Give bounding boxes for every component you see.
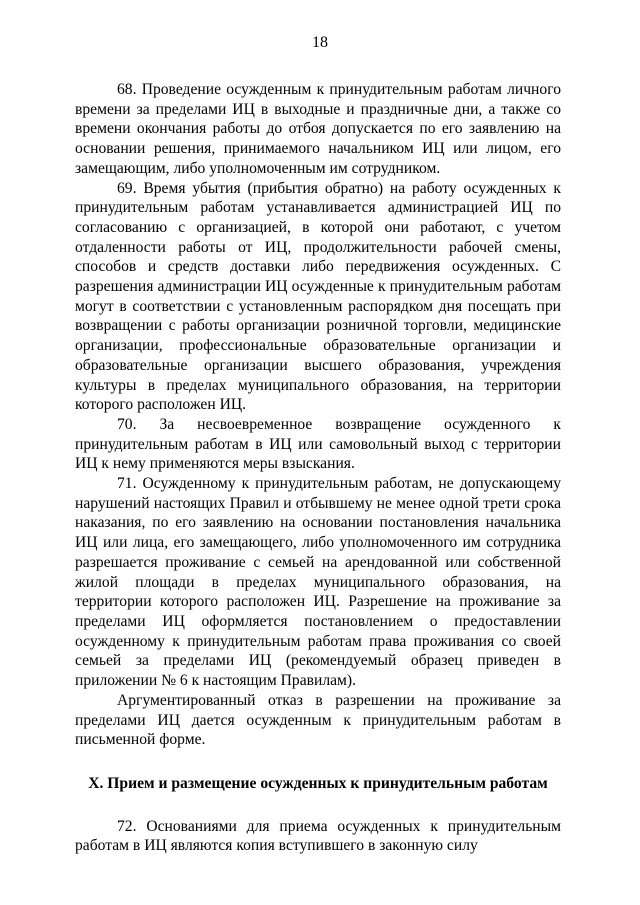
paragraph-69: 69. Время убытия (прибытия обратно) на работу осужденных к принудительным работам устанавливается администрацией ИЦ по согласованию с организацией, в которой они работают, с учетом отдаленности работы от ИЦ, продолжительности рабочей смены, способов и средств доставки либо передвижения осужденных. С разрешения администрации ИЦ осужденные к принудительным работам могут в соответствии с установленным распорядком дня посещать при возвращении с работы организации розничной торговли, медицинские организации, профессиональные образовательные организации и образовательные организации высшего образования, учреждения культуры в пределах муниципального образования, на территории которого расположен ИЦ.	[75, 179, 561, 414]
paragraph-68: 68. Проведение осужденным к принудительным работам личного времени за пределами ИЦ в выходные и праздничные дни, а также со времени окончания работы до отбоя допускается по его заявлению на основании решения, принимаемого начальником ИЦ или лицом, его замещающим, либо уполномоченным им сотрудником.	[75, 81, 561, 177]
page-number: 18	[312, 34, 328, 51]
paragraph-refusal: Аргументированный отказ в разрешении на проживание за пределами ИЦ дается осужденным к принудительным работам в письменной форме.	[75, 691, 561, 749]
document-body	[75, 80, 561, 856]
section-heading: X. Прием и размещение осужденных к принудительным работам	[88, 774, 548, 792]
paragraph-70: 70. За несвоевременное возвращение осужденного к принудительным работам в ИЦ или самовольный выход с территории ИЦ к нему применяются меры взыскания.	[75, 415, 561, 473]
paragraph-71: 71. Осужденному к принудительным работам, не допускающему нарушений настоящих Правил и отбывшему не менее одной трети срока наказания, по его заявлению на основании постановления начальника ИЦ или лица, его замещающего, либо уполномоченного им сотрудника разрешается проживание с семьей на арендованной или собственной жилой площади в пределах муниципального образования, на территории которого расположен ИЦ. Разрешение на проживание за пределами ИЦ оформляется постановлением о предоставлении осужденному к принудительным работам права проживания со своей семьей за пределами ИЦ (рекомендуемый образец приведен в приложении № 6 к настоящим Правилам).	[75, 475, 561, 690]
paragraph-72: 72. Основаниями для приема осужденных к принудительным работам в ИЦ являются копия вступившего в законную силу	[75, 817, 561, 855]
